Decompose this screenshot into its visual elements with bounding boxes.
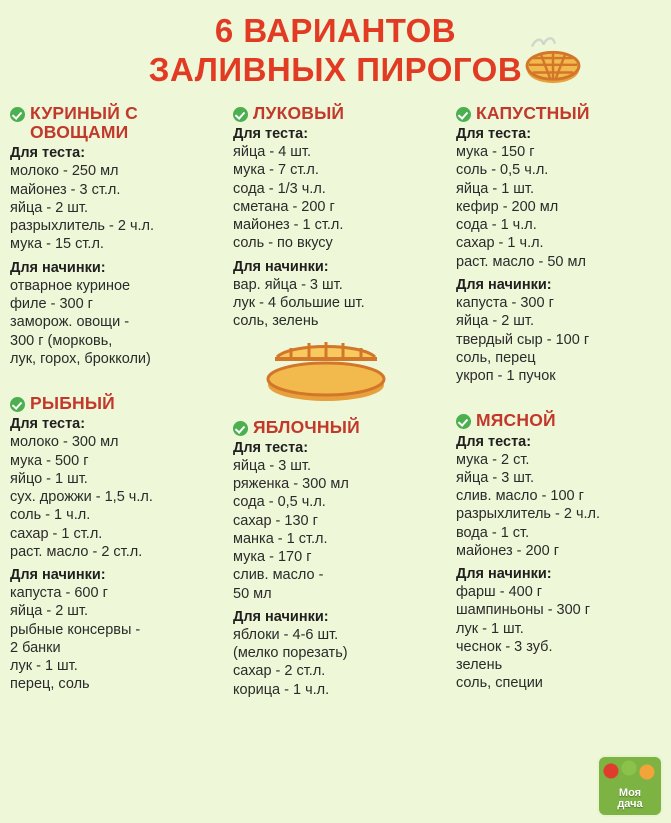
recipe-header [456,104,669,123]
recipe-title: МЯСНОЙ [476,410,556,431]
list-item: ряженка - 300 мл [233,476,349,493]
filling-list [456,294,669,385]
check-circle-icon [233,421,248,436]
filling-label: Для начинки: [233,608,329,625]
list-item: мука - 150 г [456,144,535,161]
list-item: соль, зелень [233,313,319,330]
list-item: заморож. овощи - [10,314,130,331]
list-item: кефир - 200 мл [456,198,559,215]
dough-list [456,143,669,271]
list-item: яйца - 4 шт. [233,144,311,161]
logo-line-1: Моя [618,786,642,799]
dough-label: Для теста: [456,126,532,143]
recipe-title: КУРИНЫЙ С ОВОЩАМИ [30,102,138,143]
list-item: капуста - 300 г [456,294,554,311]
list-item: лук, горох, брокколи) [10,350,151,367]
recipe-columns [10,104,661,709]
list-item: яйца - 2 шт. [10,199,88,216]
list-item: рыбные консервы - [10,621,141,638]
list-item: капуста - 600 г [10,585,108,602]
list-item: мука - 500 г [10,452,89,469]
list-item: сода - 0,5 ч.л. [233,494,326,511]
dough-list [233,143,446,253]
dough-label: Для теста: [233,126,309,143]
recipe-card [456,104,669,385]
list-item: сахар - 1 ч.л. [456,235,544,252]
list-item: мука - 15 ст.л. [10,236,104,253]
recipe-header [233,418,446,437]
list-item: шампиньоны - 300 г [456,602,591,619]
filling-list [10,584,223,694]
list-item: чеснок - 3 зуб. [456,638,553,655]
recipe-title: КАПУСТНЫЙ [476,102,590,123]
filling-list [10,277,223,368]
list-item: соль - 1 ч.л. [10,507,91,524]
dough-label: Для теста: [456,433,532,450]
list-item: молоко - 300 мл [10,434,119,451]
list-item: лук - 1 шт. [10,658,78,675]
list-item: соль, перец [456,349,536,366]
check-circle-icon [10,107,25,122]
list-item: филе - 300 г [10,295,93,312]
list-item: соль - по вкусу [233,235,333,252]
recipe-title: ЛУКОВЫЙ [253,102,345,123]
dough-list [10,433,223,561]
logo-line-2: дача [617,798,643,811]
recipe-card [233,418,446,699]
recipe-card [10,104,223,368]
list-item: раст. масло - 2 ст.л. [10,543,143,560]
title-line-2: ЗАЛИВНЫХ ПИРОГОВ [148,50,523,88]
list-item: сода - 1 ч.л. [456,217,537,234]
vegetables-icon [599,759,661,781]
list-item: майонез - 3 ст.л. [10,181,121,198]
list-item: зелень [456,657,503,674]
list-item: вар. яйца - 3 шт. [233,276,343,293]
list-item: манка - 1 ст.л. [233,530,328,547]
list-item: сметана - 200 г [233,198,335,215]
filling-label: Для начинки: [456,566,552,583]
logo-badge [597,755,663,817]
list-item: отварное куриное [10,277,131,294]
list-item: вода - 1 ст. [456,524,530,541]
dough-label: Для теста: [233,439,309,456]
list-item: лук - 1 шт. [456,620,524,637]
recipe-title: ЯБЛОЧНЫЙ [253,416,360,437]
column-3 [456,104,669,709]
list-item: яйца - 2 шт. [456,313,534,330]
check-circle-icon [456,414,471,429]
list-item: яйца - 1 шт. [456,180,534,197]
recipe-card [456,411,669,692]
page-title [10,8,661,90]
list-item: яйцо - 1 шт. [10,470,88,487]
list-item: разрыхлитель - 2 ч.л. [456,506,601,523]
recipe-header [10,104,223,143]
list-item: яйца - 3 шт. [456,469,534,486]
list-item: 50 мл [233,585,272,602]
list-item: майонез - 1 ст.л. [233,217,344,234]
dough-label: Для теста: [10,416,86,433]
list-item: майонез - 200 г [456,542,559,559]
list-item: лук - 4 большие шт. [233,294,365,311]
list-item: разрыхлитель - 2 ч.л. [10,218,155,235]
list-item: фарш - 400 г [456,584,543,601]
list-item: сахар - 1 ст.л. [10,525,103,542]
list-item: яйца - 3 шт. [233,457,311,474]
list-item: слив. масло - [233,567,324,584]
list-item: яблоки - 4-6 шт. [233,626,339,643]
dough-list [233,457,446,603]
dough-label: Для теста: [10,145,86,162]
check-circle-icon [233,107,248,122]
list-item: 2 банки [10,639,61,656]
list-item: корица - 1 ч.л. [233,681,330,698]
list-item: перец, соль [10,676,90,693]
recipe-header [233,104,446,123]
pie-icon [524,35,582,85]
list-item: сахар - 2 ст.л. [233,663,326,680]
dough-list [10,162,223,253]
recipe-card [233,104,446,408]
filling-label: Для начинки: [10,567,106,584]
check-circle-icon [456,107,471,122]
list-item: (мелко порезать) [233,645,348,662]
list-item: мука - 2 ст. [456,451,530,468]
check-circle-icon [10,397,25,412]
list-item: молоко - 250 мл [10,163,119,180]
list-item: твердый сыр - 100 г [456,331,590,348]
list-item: соль, специи [456,675,543,692]
list-item: яйца - 2 шт. [10,603,88,620]
list-item: укроп - 1 пучок [456,368,556,385]
logo-text [599,788,661,811]
list-item: соль - 0,5 ч.л. [456,162,549,179]
title-line-2-wrap [149,51,522,90]
list-item: сахар - 130 г [233,512,318,529]
pie-icon [261,337,391,403]
column-2 [233,104,446,709]
recipe-card [10,394,223,694]
list-item: сух. дрожжи - 1,5 ч.л. [10,489,153,506]
column-1 [10,104,223,709]
list-item: слив. масло - 100 г [456,488,584,505]
list-item: раст. масло - 50 мл [456,253,586,270]
filling-label: Для начинки: [456,276,552,293]
filling-list [233,276,446,331]
list-item: мука - 7 ст.л. [233,162,319,179]
recipe-header [456,411,669,430]
recipe-title: РЫБНЫЙ [30,393,115,414]
filling-list [456,583,669,693]
recipe-header [10,394,223,413]
dough-list [456,451,669,561]
filling-list [233,626,446,699]
filling-label: Для начинки: [10,259,106,276]
list-item: мука - 170 г [233,549,312,566]
list-item: сода - 1/3 ч.л. [233,180,326,197]
title-line-1: 6 ВАРИАНТОВ [214,12,457,49]
list-item: 300 г (морковь, [10,332,113,349]
filling-label: Для начинки: [233,258,329,275]
